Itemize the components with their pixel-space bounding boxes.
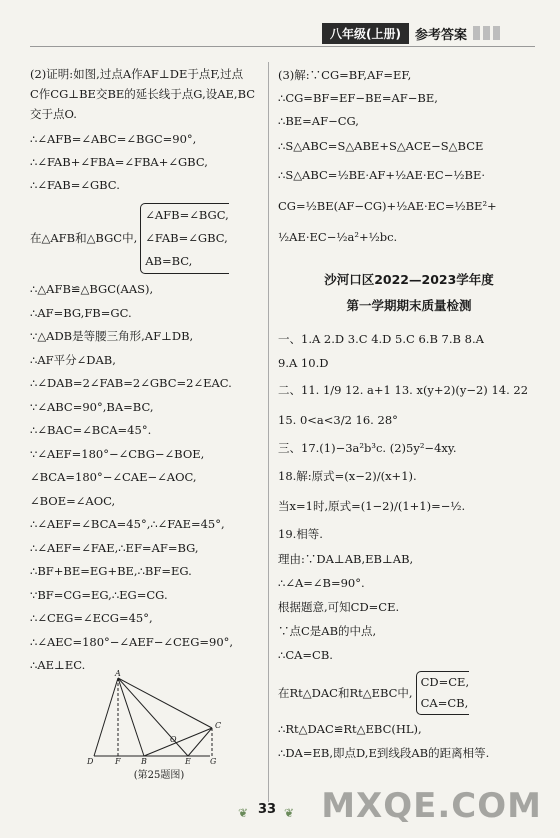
text-line: ∴AF平分∠DAB,	[30, 352, 116, 367]
text-line: (3)解:∵CG=BF,AF=EF,	[278, 68, 412, 82]
text-line: ∠BCA=180°−∠CAE−∠AOC,	[30, 470, 197, 484]
grade-badge: 八年级(上册)	[322, 23, 409, 44]
text-line: ∴BE=AF−CG,	[278, 114, 359, 128]
figure-caption: (第25题图)	[133, 770, 185, 781]
system-item: AB=BC,	[145, 254, 193, 268]
text-line: (2)证明:如图,过点A作AF⊥DE于点F,过点	[30, 67, 244, 81]
text-line: C作CG⊥BE交BE的延长线于点G,设AE,BC	[30, 87, 256, 101]
text-line: ∴S△ABC=S△ABE+S△ACE−S△BCE	[278, 139, 484, 153]
answer-line: 三、17.(1)−3a²b³c. (2)5y²−4xy.	[278, 441, 457, 455]
text-line: ∵△ADB是等腰三角形,AF⊥DB,	[30, 329, 194, 343]
text-line: ∴∠DAB=2∠FAB=2∠GBC=2∠EAC.	[30, 376, 232, 390]
answer-line: 18.解:原式=(x−2)/(x+1).	[278, 469, 417, 483]
text-line: ∴AF=BG,FB=GC.	[30, 305, 132, 320]
figure-svg	[84, 668, 234, 764]
exam-title: 沙河口区2022—2023学年度	[324, 272, 494, 287]
leaf-icon: ❦	[284, 806, 295, 820]
answer-line: 当x=1时,原式=(1−2)/(1+1)=−½.	[278, 499, 466, 513]
text-line: ∴∠AEF=∠BCA=45°,∴∠FAE=45°,	[30, 517, 225, 531]
text-line: ∵∠ABC=90°,BA=BC,	[30, 399, 154, 414]
text-line: ∠BOE=∠AOC,	[30, 493, 116, 508]
text-line: CG=½BE(AF−CG)+½AE·EC=½BE²+	[278, 199, 497, 213]
system-item: ∠FAB=∠GBC,	[145, 231, 228, 245]
answer-line: ∴CA=CB.	[278, 648, 333, 662]
text-line: ∴∠FAB+∠FBA=∠FBA+∠GBC,	[30, 155, 208, 169]
system-lead: 在△AFB和△BGC中,	[30, 231, 138, 245]
brace	[140, 203, 229, 274]
answer-line: 一、1.A 2.D 3.C 4.D 5.C 6.B 7.B 8.A	[278, 332, 484, 346]
left-column	[30, 64, 266, 678]
header-decoration	[473, 26, 500, 40]
column-divider	[268, 62, 269, 802]
answers-title: 参考答案	[414, 27, 467, 43]
text-line: ∴AE⊥EC.	[30, 658, 86, 672]
watermark: MXQE.COM	[321, 786, 542, 826]
text-line: 交于点O.	[30, 107, 77, 121]
system-lead: 在Rt△DAC和Rt△EBC中,	[278, 685, 413, 700]
brace	[416, 671, 470, 715]
answer-line: 理由:∵DA⊥AB,EB⊥AB,	[278, 552, 414, 566]
system-item: ∠AFB=∠BGC,	[145, 208, 229, 222]
right-column	[278, 64, 540, 765]
answer-line: 二、11. 1/9 12. a+1 13. x(y+2)(y−2) 14. 22	[278, 383, 529, 397]
equation-system	[30, 203, 266, 274]
point-label: F	[115, 757, 121, 764]
text-line: ∴CG=BF=EF−BE=AF−BE,	[278, 91, 438, 105]
text-line: ∴BF+BE=EG+BE,∴BF=EG.	[30, 564, 192, 578]
text-line: ∴S△ABC=½BE·AF+½AE·EC−½BE·	[278, 168, 485, 182]
point-label: D	[87, 757, 94, 764]
answer-line: ∴∠A=∠B=90°.	[278, 576, 365, 590]
point-label: G	[210, 757, 217, 764]
point-label: B	[141, 757, 147, 764]
page-header	[322, 22, 500, 44]
text-line: ∴DA=EB,即点D,E到线段AB的距离相等.	[278, 746, 490, 760]
leaf-icon: ❦	[238, 806, 249, 820]
text-line: ∴∠AEF=∠FAE,∴EF=AF=BG,	[30, 540, 199, 555]
text-line: ∴Rt△DAC≌Rt△EBC(HL),	[278, 722, 422, 736]
equation-system	[278, 671, 540, 715]
point-label: O	[170, 735, 177, 744]
answer-line: 15. 0<a<3/2 16. 28°	[278, 413, 398, 427]
header-rule	[30, 46, 535, 47]
answer-line: 9.A 10.D	[278, 356, 329, 370]
point-label: A	[115, 669, 121, 678]
text-line: ∵BF=CG=EG,∴EG=CG.	[30, 587, 168, 602]
page-number: 33	[258, 802, 277, 817]
answer-line: ∵点C是AB的中点,	[278, 624, 377, 638]
text-line: ∴∠FAB=∠GBC.	[30, 178, 120, 192]
text-line: ½AE·EC−½a²+½bc.	[278, 230, 398, 244]
answer-line: 根据题意,可知CD=CE.	[278, 600, 400, 614]
exam-subtitle: 第一学期期末质量检测	[346, 298, 472, 313]
text-line: ∴△AFB≌△BGC(AAS),	[30, 282, 154, 296]
text-line: ∴∠AEC=180°−∠AEF−∠CEG=90°,	[30, 634, 234, 649]
system-item: CA=CB,	[420, 696, 469, 710]
point-label: E	[185, 757, 191, 764]
text-line: ∴∠BAC=∠BCA=45°.	[30, 423, 152, 437]
text-line: ∴∠CEG=∠ECG=45°,	[30, 611, 153, 625]
answer-line: 19.相等.	[278, 527, 323, 541]
geometry-figure	[84, 668, 234, 781]
text-line: ∴∠AFB=∠ABC=∠BGC=90°,	[30, 132, 197, 146]
text-line: ∵∠AEF=180°−∠CBG−∠BOE,	[30, 446, 205, 461]
system-item: CD=CE,	[420, 675, 470, 689]
point-label: C	[215, 721, 222, 730]
